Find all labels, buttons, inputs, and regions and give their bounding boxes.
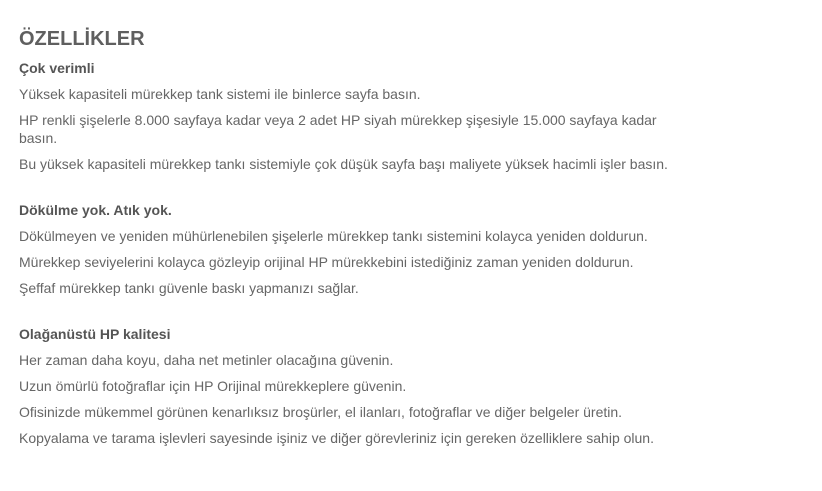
feature-paragraph: Uzun ömürlü fotoğraflar için HP Orijinal mürekkeplere güvenin. bbox=[19, 378, 407, 394]
section-heading: Dökülme yok. Atık yok. bbox=[19, 202, 172, 218]
feature-paragraph: Mürekkep seviyelerini kolayca gözleyip orijinal HP mürekkebini istediğiniz zaman yeniden doldurun. bbox=[19, 254, 634, 270]
feature-paragraph: Ofisinizde mükemmel görünen kenarlıksız broşürler, el ilanları, fotoğraflar ve diğer belgeler üretin. bbox=[19, 404, 623, 420]
section-heading: Olağanüstü HP kalitesi bbox=[19, 326, 171, 342]
feature-paragraph: Dökülmeyen ve yeniden mühürlenebilen şişelerle mürekkep tankı sistemini kolayca yeniden doldurun. bbox=[19, 228, 648, 244]
feature-section-efficiency bbox=[19, 59, 679, 173]
feature-paragraph: Şeffaf mürekkep tankı güvenle baskı yapmanızı sağlar. bbox=[19, 280, 359, 296]
feature-paragraph: Yüksek kapasiteli mürekkep tank sistemi ile binlerce sayfa basın. bbox=[19, 86, 421, 102]
feature-paragraph: Kopyalama ve tarama işlevleri sayesinde işiniz ve diğer görevleriniz için gereken özelliklere sahip olun. bbox=[19, 430, 654, 446]
page-title: ÖZELLİKLER bbox=[19, 28, 145, 50]
feature-section-no-spill bbox=[19, 201, 679, 297]
feature-paragraph: Bu yüksek kapasiteli mürekkep tankı sistemiyle çok düşük sayfa başı maliyete yüksek hacimli işler basın. bbox=[19, 156, 668, 172]
feature-paragraph: HP renkli şişelerle 8.000 sayfaya kadar veya 2 adet HP siyah mürekkep şişesiyle 15.000 sayfaya kadar basın. bbox=[19, 112, 657, 146]
feature-paragraph: Her zaman daha koyu, daha net metinler olacağına güvenin. bbox=[19, 352, 394, 368]
feature-section-quality bbox=[19, 325, 679, 447]
section-heading: Çok verimli bbox=[19, 60, 95, 76]
